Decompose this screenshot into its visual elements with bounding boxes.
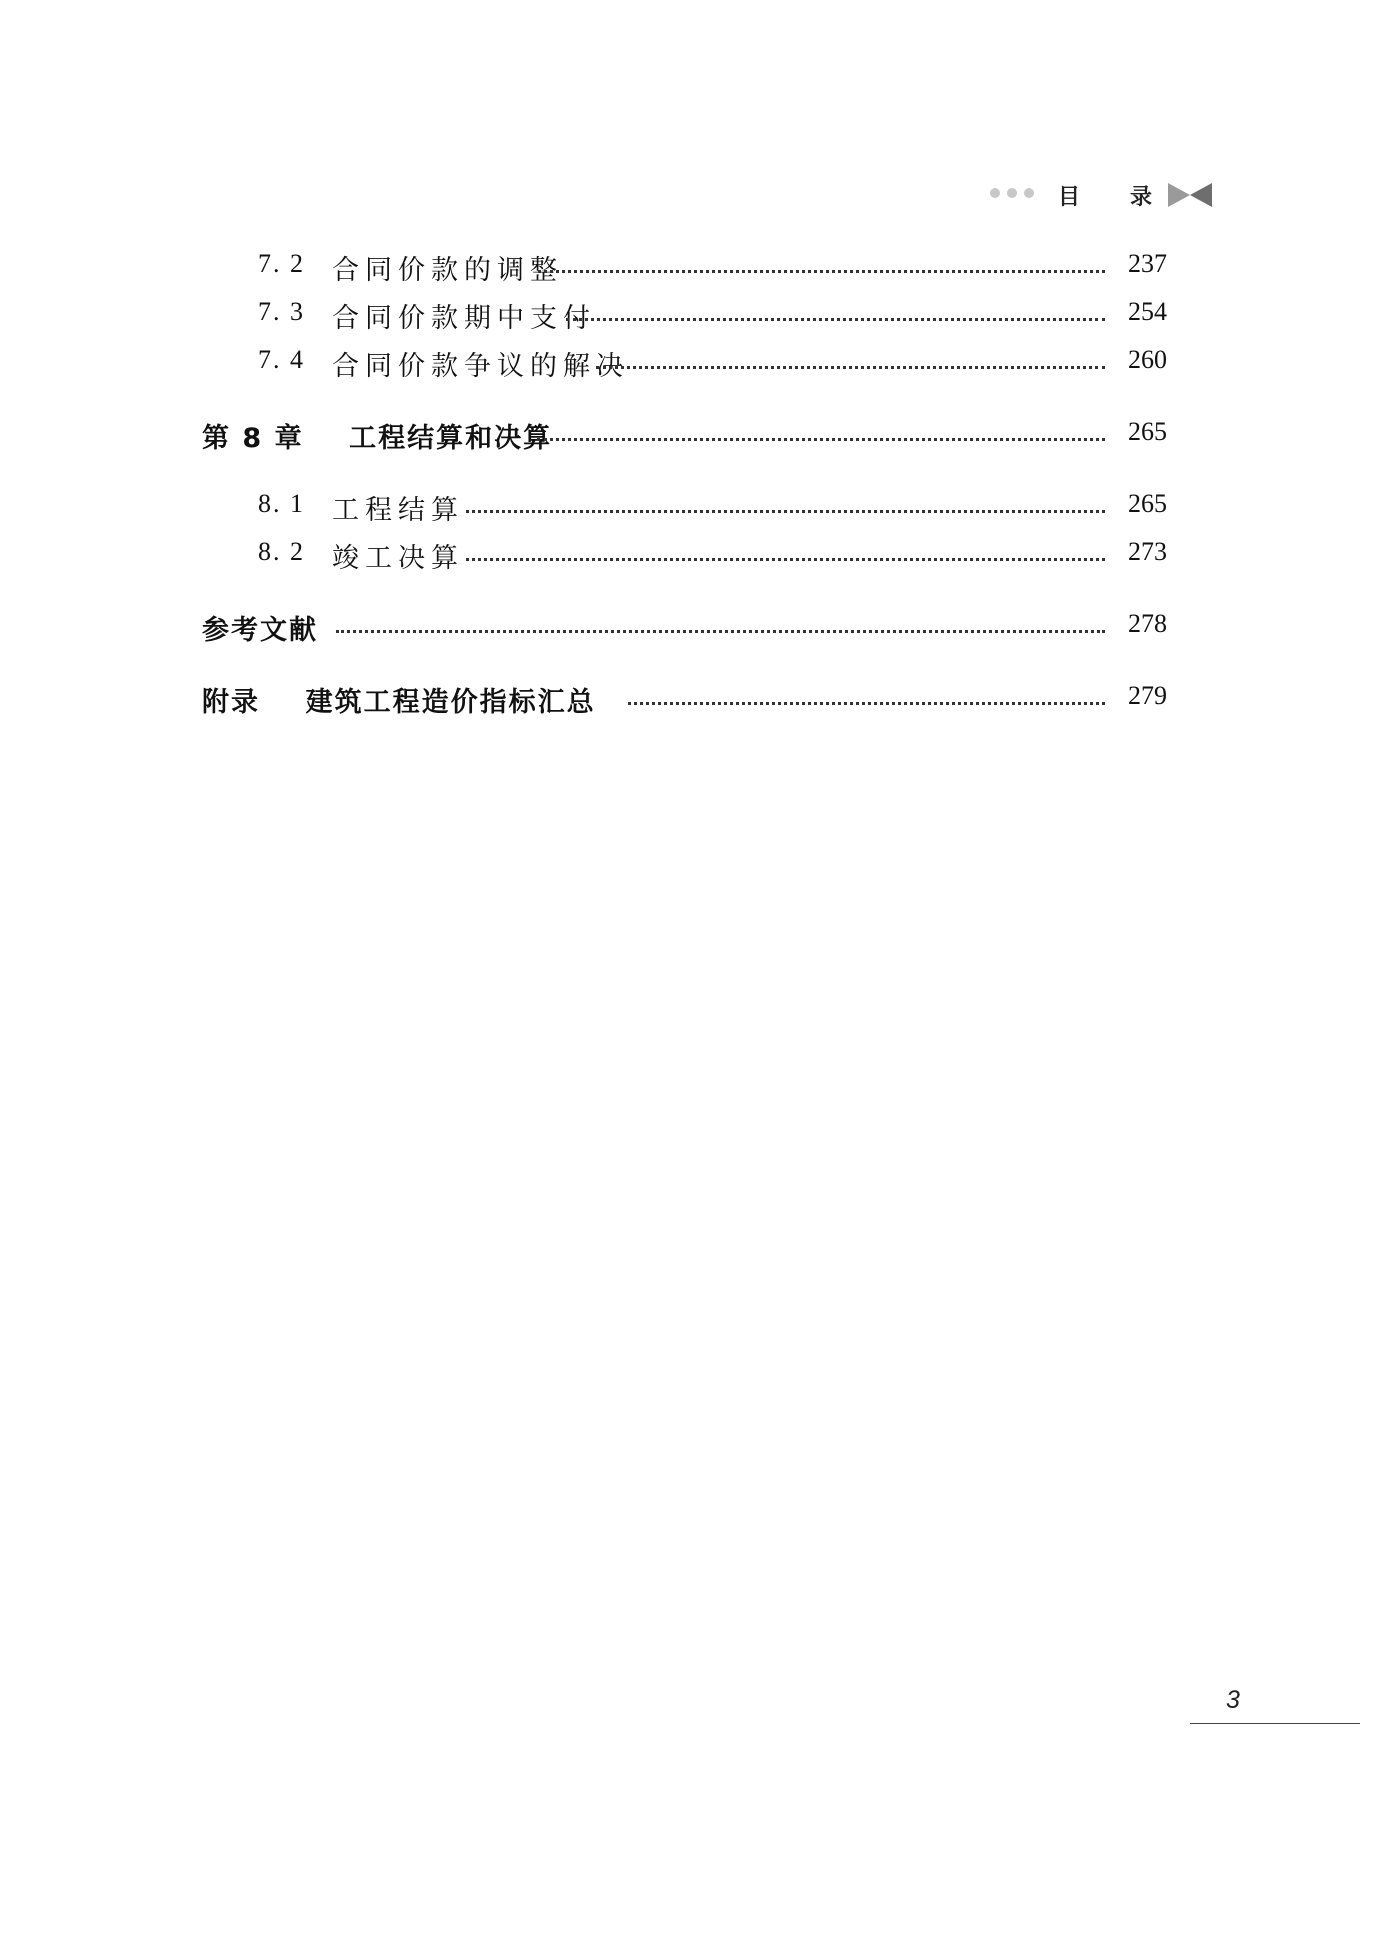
header-title-part2: 录 [1130,184,1153,210]
page-number-ref: 265 [1128,417,1167,446]
section-title: 合同价款期中支付 [332,303,596,334]
footer-rule [1190,1723,1360,1724]
section-number: 7. 4 [258,345,305,374]
toc-entry-section[interactable] [0,245,1385,285]
running-header [990,178,1220,214]
dot-leader [336,630,1105,633]
section-number: 8. 2 [258,537,305,566]
dot-leader [538,270,1105,273]
dot-leader [466,510,1105,513]
dot-leader [628,702,1105,705]
page-number-ref: 278 [1128,609,1167,638]
chapter-title: 参考文献 [202,615,318,646]
section-number: 8. 1 [258,489,305,518]
header-title-part1: 目 [1058,184,1081,210]
section-title: 合同价款的调整 [332,255,563,286]
page-number-ref: 279 [1128,681,1167,710]
section-title: 竣工决算 [332,543,464,574]
chapter-title: 附录 建筑工程造价指标汇总 [202,687,596,718]
dot-leader [537,438,1105,441]
page-number-ref: 273 [1128,537,1167,566]
page-number-ref: 260 [1128,345,1167,374]
toc-entry-chapter[interactable] [0,413,1385,453]
dot-leader [466,558,1105,561]
chapter-title: 第 8 章 工程结算和决算 [202,423,553,454]
page-number: 3 [1226,1686,1240,1714]
toc-entry-appendix[interactable] [0,677,1385,717]
section-number: 7. 3 [258,297,305,326]
toc-entry-section[interactable] [0,293,1385,333]
section-title: 合同价款争议的解决 [332,351,629,382]
toc-entry-references[interactable] [0,605,1385,645]
toc-entry-section[interactable] [0,533,1385,573]
toc-entry-section[interactable] [0,485,1385,525]
section-title: 工程结算 [332,495,464,526]
bowtie-icon [1168,183,1212,207]
page-number-ref: 265 [1128,489,1167,518]
dot-leader [566,318,1105,321]
page-number-ref: 237 [1128,249,1167,278]
page-number-ref: 254 [1128,297,1167,326]
toc-entry-section[interactable] [0,341,1385,381]
dot-leader [596,366,1105,369]
section-number: 7. 2 [258,249,305,278]
